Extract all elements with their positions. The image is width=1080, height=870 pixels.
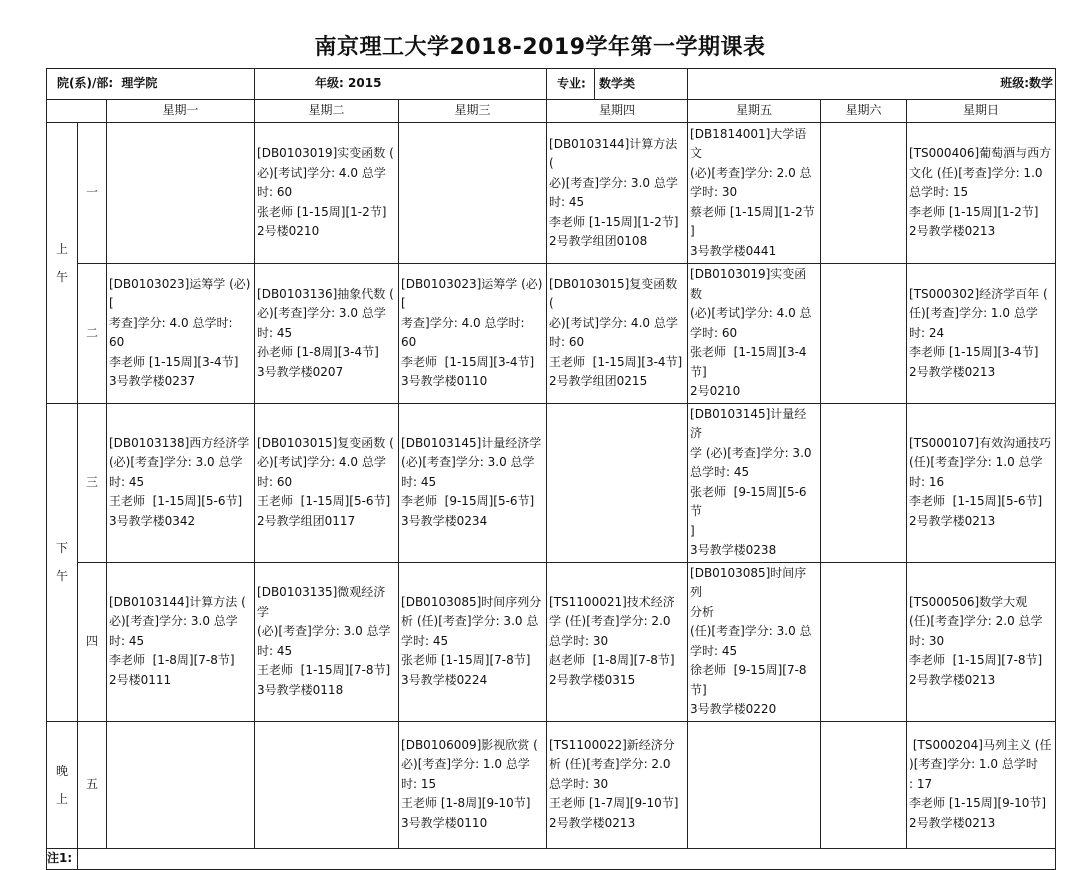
course-cell-1-tue	[255, 123, 399, 264]
slot-label-3: 三	[78, 403, 107, 562]
course-text: [DB0103019]实变函数 (必)[考试]学分: 4.0 总 学时: 60 张老师 [1-15周][3-4 节] 2号0210	[690, 267, 812, 398]
day-header-mon: 星期一	[107, 100, 255, 123]
major-label-cell	[547, 69, 688, 100]
course-cell-4-wed	[399, 562, 547, 721]
course-text: [DB0103145]计量经济学 (必)[考查]学分: 3.0 总学 时: 45 李老师 [9-15周][5-6节] 3号教学楼0234	[401, 435, 542, 528]
course-text: [DB0103138]西方经济学 (必)[考查]学分: 3.0 总学 时: 45 王老师 [1-15周][5-6节] 3号教学楼0342	[109, 435, 250, 528]
course-text: [DB0103085]时间序列 分析 (任)[考查]学分: 3.0 总 学时: 45 徐老师 [9-15周][7-8 节] 3号教学楼0220	[690, 565, 812, 716]
course-text	[688, 784, 820, 786]
course-cell-3-sat	[821, 403, 907, 562]
period-evening-char-1: 晚	[55, 763, 68, 778]
day-header-tue: 星期二	[255, 100, 399, 123]
course-text: [TS000204]马列主义 (任 )[考查]学分: 1.0 总学时 : 17 李老师 [1-15周][9-10节] 2号教学楼0213	[909, 737, 1052, 830]
dept-cell	[47, 69, 255, 100]
period-morning-char-1: 上	[55, 241, 68, 256]
course-cell-2-sun	[907, 264, 1056, 404]
course-text: [TS000302]经济学百年 ( 任)[考查]学分: 1.0 总学 时: 24 李老师 [1-15周][3-4节] 2号教学楼0213	[909, 286, 1048, 379]
course-text	[821, 332, 906, 334]
day-header-fri: 星期五	[688, 100, 821, 123]
note-row	[47, 848, 1056, 869]
corner-cell-2	[78, 100, 107, 123]
slot-row-1	[47, 123, 1056, 264]
course-text: [TS1100022]新经济分 析 (任)[考查]学分: 2.0 总学时: 30 王老师 [1-7周][9-10节] 2号教学楼0213	[549, 737, 679, 830]
page-title: 南京理工大学2018-2019学年第一学期课表	[314, 35, 766, 60]
course-cell-4-fri	[688, 562, 821, 721]
course-cell-4-thu	[547, 562, 688, 721]
day-header-sat: 星期六	[821, 100, 907, 123]
period-morning-char-2: 午	[55, 269, 68, 284]
dept-value: 理学院	[121, 76, 158, 91]
course-text: [TS000506]数学大观 (任)[考查]学分: 2.0 总学 时: 30 李老师 [1-15周][7-8节] 2号教学楼0213	[909, 594, 1043, 687]
course-text: [DB1814001]大学语文 (必)[考查]学分: 2.0 总 学时: 30 蔡老师 [1-15周][1-2节 ] 3号教学楼0441	[690, 126, 815, 258]
slot-label-4: 四	[78, 562, 107, 721]
note-text	[78, 848, 1056, 869]
slot-row-3	[47, 403, 1056, 562]
period-afternoon	[47, 403, 78, 721]
course-cell-3-fri	[688, 403, 821, 562]
course-text	[821, 482, 906, 484]
course-text	[821, 192, 906, 194]
course-cell-3-mon	[107, 403, 255, 562]
course-cell-1-wed	[399, 123, 547, 264]
course-text: [DB0103015]复变函数 ( 必)[考试]学分: 4.0 总学 时: 60 王老师 [1-15周][5-6节] 2号教学组团0117	[257, 435, 394, 528]
course-cell-3-wed	[399, 403, 547, 562]
course-text: [DB0103085]时间序列分 析 (任)[考查]学分: 3.0 总 学时: 45 张老师 [1-15周][7-8节] 3号教学楼0224	[401, 594, 542, 687]
class-label: 班级:	[1000, 76, 1030, 91]
period-afternoon-char-1: 下	[55, 541, 68, 555]
period-morning	[47, 123, 78, 404]
day-header-row	[47, 100, 1056, 123]
course-text: [DB0103145]计量经济 学 (必)[考查]学分: 3.0 总学时: 45 张老师 [9-15周][5-6节 ] 3号教学楼0238	[690, 406, 812, 557]
course-cell-2-mon	[107, 264, 255, 404]
day-header-sun: 星期日	[907, 100, 1056, 123]
slot-row-4	[47, 562, 1056, 721]
course-cell-4-sun	[907, 562, 1056, 721]
course-text: [DB0103144]计算方法 ( 必)[考查]学分: 3.0 总学 时: 45 李老师 [1-8周][7-8节] 2号楼0111	[109, 594, 246, 687]
course-text: [DB0103023]运筹学 (必)[ 考查]学分: 4.0 总学时: 60 李老师 [1-15周][3-4节] 3号教学楼0110	[401, 276, 543, 389]
day-header-thu: 星期四	[547, 100, 688, 123]
grade-cell	[255, 69, 547, 100]
course-text: [DB0106009]影视欣赏 ( 必)[考查]学分: 1.0 总学 时: 15 王老师 [1-8周][9-10节] 3号教学楼0110	[401, 737, 538, 830]
course-text: [DB0103019]实变函数 ( 必)[考试]学分: 4.0 总学 时: 60 张老师 [1-15周][1-2节] 2号楼0210	[257, 146, 394, 239]
course-cell-1-sat	[821, 123, 907, 264]
course-text	[547, 482, 687, 484]
corner-cell	[47, 100, 78, 123]
course-cell-2-fri	[688, 264, 821, 404]
course-text	[399, 192, 546, 194]
dept-label: 院(系)/部:	[57, 76, 114, 91]
class-cell	[688, 69, 1056, 100]
course-cell-4-mon	[107, 562, 255, 721]
slot-label-5: 五	[78, 721, 107, 848]
course-cell-3-tue	[255, 403, 399, 562]
course-text	[821, 641, 906, 643]
course-text	[821, 784, 906, 786]
slot-label-1: 一	[78, 123, 107, 264]
course-text: [TS1100021]技术经济 学 (任)[考查]学分: 2.0 总学时: 30 赵老师 [1-8周][7-8节] 2号教学楼0315	[549, 594, 675, 687]
course-cell-1-fri	[688, 123, 821, 264]
course-text: [DB0103015]复变函数 ( 必)[考试]学分: 4.0 总学 时: 60 王老师 [1-15周][3-4节] 2号教学组团0215	[549, 276, 683, 389]
course-text	[255, 784, 398, 786]
grade-label: 年级:	[315, 76, 344, 91]
slot-row-2	[47, 264, 1056, 404]
course-cell-2-sat	[821, 264, 907, 404]
schedule-table	[46, 68, 1056, 870]
course-cell-2-wed	[399, 264, 547, 404]
course-text: [TS000107]有效沟通技巧 (任)[考查]学分: 1.0 总学 时: 16 李老师 [1-15周][5-6节] 2号教学楼0213	[909, 435, 1052, 528]
course-cell-2-thu	[547, 264, 688, 404]
course-text: [TS000406]葡萄酒与西方 文化 (任)[考查]学分: 1.0 总学时: 15 李老师 [1-15周][1-2节] 2号教学楼0213	[909, 146, 1052, 239]
major-value: 数学类	[599, 76, 636, 91]
course-cell-3-sun	[907, 403, 1056, 562]
major-label: 专业:	[557, 76, 586, 91]
period-afternoon-char-2: 午	[55, 569, 68, 583]
note-label: 注1:	[47, 848, 78, 869]
course-cell-1-sun	[907, 123, 1056, 264]
class-value: 数学	[1029, 76, 1054, 91]
info-row	[47, 69, 1056, 100]
course-cell-2-tue	[255, 264, 399, 404]
course-cell-1-mon	[107, 123, 255, 264]
course-text: [DB0103023]运筹学 (必)[ 考查]学分: 4.0 总学时: 60 李老师 [1-15周][3-4节] 3号教学楼0237	[109, 276, 251, 389]
course-cell-4-tue	[255, 562, 399, 721]
period-evening-char-2: 上	[55, 791, 68, 806]
course-text: [DB0103135]微观经济学 (必)[考查]学分: 3.0 总学 时: 45 王老师 [1-15周][7-8节] 3号教学楼0118	[257, 585, 391, 697]
grade-value: 2015	[348, 76, 382, 91]
course-text: [DB0103136]抽象代数 ( 必)[考查]学分: 3.0 总学 时: 45 孙老师 [1-8周][3-4节] 3号教学楼0207	[257, 286, 394, 379]
slot-label-2: 二	[78, 264, 107, 404]
course-cell-3-thu	[547, 403, 688, 562]
course-cell-4-sat	[821, 562, 907, 721]
day-header-wed: 星期三	[399, 100, 547, 123]
course-cell-1-thu	[547, 123, 688, 264]
course-text	[107, 784, 254, 786]
course-text: [DB0103144]计算方法 ( 必)[考查]学分: 3.0 总学 时: 45 李老师 [1-15周][1-2节] 2号教学组团0108	[549, 136, 679, 248]
course-text	[107, 192, 254, 194]
